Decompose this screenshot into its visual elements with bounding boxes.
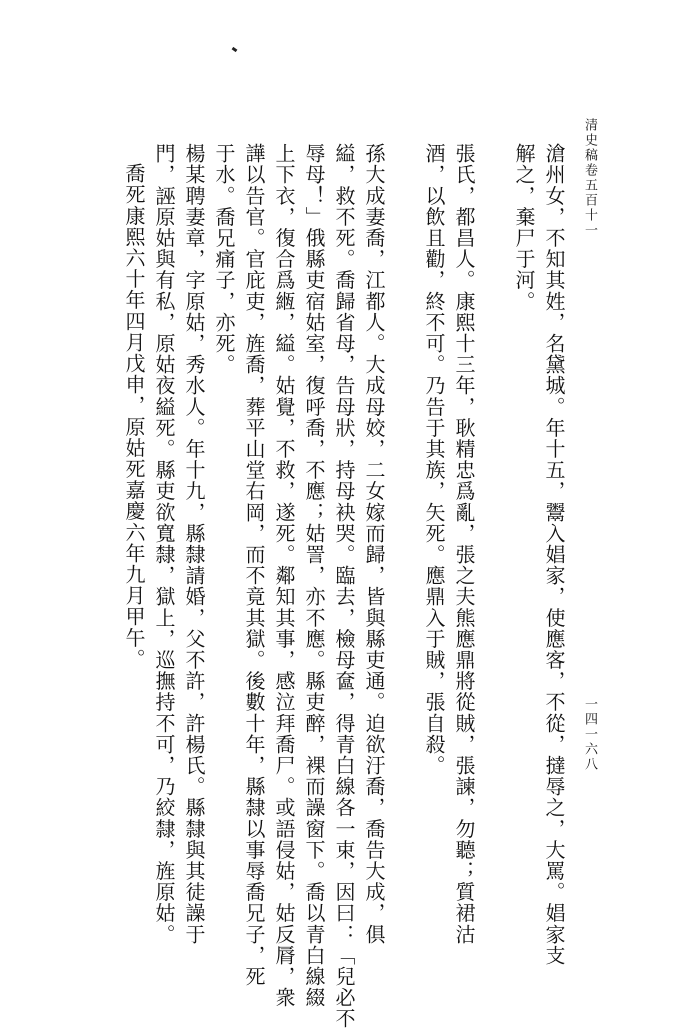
text-column: 解之，棄尸于河。: [512, 143, 536, 312]
running-title: 清史稿卷五百十一: [582, 118, 597, 238]
text-column: 滄州女，不知其姓，名黛城。年十五，鬻入娼家，使應客，不從，撻辱之，大罵。娼家支: [542, 143, 566, 966]
text-column: 門，誣原姑與有私，原姑夜縊死。縣吏欲寬隸，獄上，巡撫持不可，乃絞隸，旌原姑。: [152, 143, 176, 945]
text-column: 上下衣，復合爲緪，縊。姑覺，不救，遂死。鄰知其事，感泣拜喬尸。或語侵姑，姑反脣，衆: [272, 143, 296, 1009]
text-column: 縊，救不死。喬歸省母，告母狀，持母袂哭。臨去，檢母奩，得青白線各一束，因曰：「兒必不: [332, 143, 356, 1029]
ink-mark: [232, 47, 238, 52]
page-number: 一四一六八: [582, 697, 597, 772]
text-column: 楊某聘妻章，字原姑，秀水人。年十九，縣隸請婚，父不許，許楊氏。縣隸與其徒譟于: [182, 143, 206, 945]
text-column: 于水。喬兄痛子，亦死。: [212, 143, 236, 376]
text-column: 辱母！」俄縣吏宿姑室，復呼喬，不應；姑詈，亦不應。縣吏醉，裸而譟窗下。喬以青白線綴: [302, 143, 326, 1009]
text-column: 譁以告官。官庇吏，旌喬，葬平山堂右岡，而不竟其獄。後數十年，縣隸以事辱喬兄子，死: [242, 143, 266, 987]
text-column: 張氏，都昌人。康熙十三年，耿精忠爲亂，張之夫熊應鼎將從賊，張諫，勿聽；質裙沽: [452, 143, 476, 945]
text-column: 喬死康熙六十年四月戊申，原姑死嘉慶六年九月甲午。: [122, 163, 146, 670]
text-column: 孫大成妻喬，江都人。大成母姣，二女嫁而歸，皆與縣吏通。迫欲汙喬，喬告大成，俱: [362, 143, 386, 945]
text-column: 酒，以飲且勸，終不可。乃告于其族，矢死。應鼎入于賊，張自殺。: [422, 143, 446, 776]
